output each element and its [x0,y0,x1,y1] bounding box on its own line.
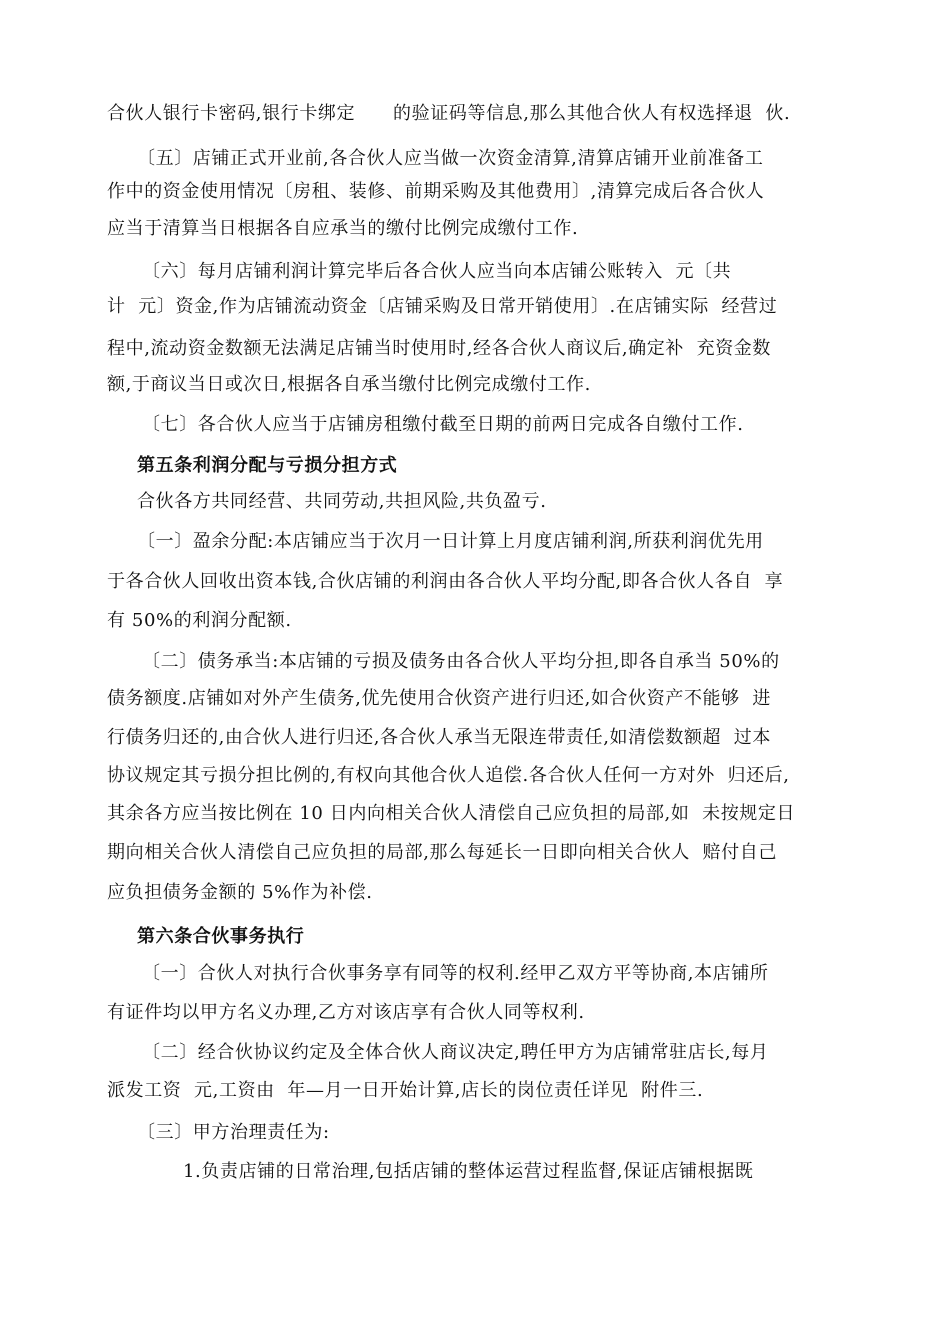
text-line: 合伙人银行卡密码,银行卡绑定 的验证码等信息,那么其他合伙人有权选择退 伙. [107,103,791,124]
text-line: 〔一〕合伙人对执行合伙事务享有同等的权利.经甲乙双方平等协商,本店铺所 [142,963,769,984]
text-line: 〔二〕债务承当:本店铺的亏损及债务由各合伙人平均分担,即各自承当 50%的 [142,651,780,672]
text-line: 〔五〕店铺正式开业前,各合伙人应当做一次资金清算,清算店铺开业前准备工 [137,148,764,169]
text-line: 派发工资 元,工资由 年—月一日开始计算,店长的岗位责任详见 附件三. [107,1080,704,1101]
section-heading: 第五条利润分配与亏损分担方式 [137,455,398,476]
text-line: 1.负责店铺的日常治理,包括店铺的整体运营过程监督,保证店铺根据既 [183,1161,754,1182]
section-heading: 第六条合伙事务执行 [137,926,305,947]
text-line: 行债务归还的,由合伙人进行归还,各合伙人承当无限连带责任,如清偿数额超 过本 [107,727,772,748]
text-line: 协议规定其亏损分担比例的,有权向其他合伙人追偿.各合伙人任何一方对外 归还后, [107,765,790,786]
text-line: 计 元〕资金,作为店铺流动资金〔店铺采购及日常开销使用〕.在店铺实际 经营过 [107,296,778,317]
text-line: 〔一〕盈余分配:本店铺应当于次月一日计算上月度店铺利润,所获利润优先用 [137,531,764,552]
text-line: 债务额度.店铺如对外产生债务,优先使用合伙资产进行归还,如合伙资产不能够 进 [107,688,772,709]
text-line: 其余各方应当按比例在 10 日内向相关合伙人清偿自己应负担的局部,如 未按规定日 [107,803,796,824]
text-line: 有证件均以甲方名义办理,乙方对该店享有合伙人同等权利. [107,1002,585,1023]
text-line: 程中,流动资金数额无法满足店铺当时使用时,经各合伙人商议后,确定补 充资金数 [107,338,772,359]
text-line: 〔三〕甲方治理责任为: [137,1122,330,1143]
text-line: 有 50%的利润分配额. [107,610,292,631]
text-line: 合伙各方共同经营、共同劳动,共担风险,共负盈亏. [137,491,547,512]
text-line: 额,于商议当日或次日,根据各自承当缴付比例完成缴付工作. [107,374,591,395]
text-line: 期向相关合伙人清偿自己应负担的局部,那么每延长一日即向相关合伙人 赔付自己 [107,842,777,863]
text-line: 应当于清算当日根据各自应承当的缴付比例完成缴付工作. [107,218,579,239]
text-line: 作中的资金使用情况〔房租、装修、前期采购及其他费用〕,清算完成后各合伙人 [107,181,765,202]
text-line: 〔二〕经合伙协议约定及全体合伙人商议决定,聘任甲方为店铺常驻店长,每月 [142,1042,769,1063]
text-line: 〔六〕每月店铺利润计算完毕后各合伙人应当向本店铺公账转入 元〔共 [142,261,732,282]
text-line: 应负担债务金额的 5%作为补偿. [107,882,373,903]
text-line: 于各合伙人回收出资本钱,合伙店铺的利润由各合伙人平均分配,即各合伙人各自 享 [107,571,784,592]
text-line: 〔七〕各合伙人应当于店铺房租缴付截至日期的前两日完成各自缴付工作. [142,414,744,435]
